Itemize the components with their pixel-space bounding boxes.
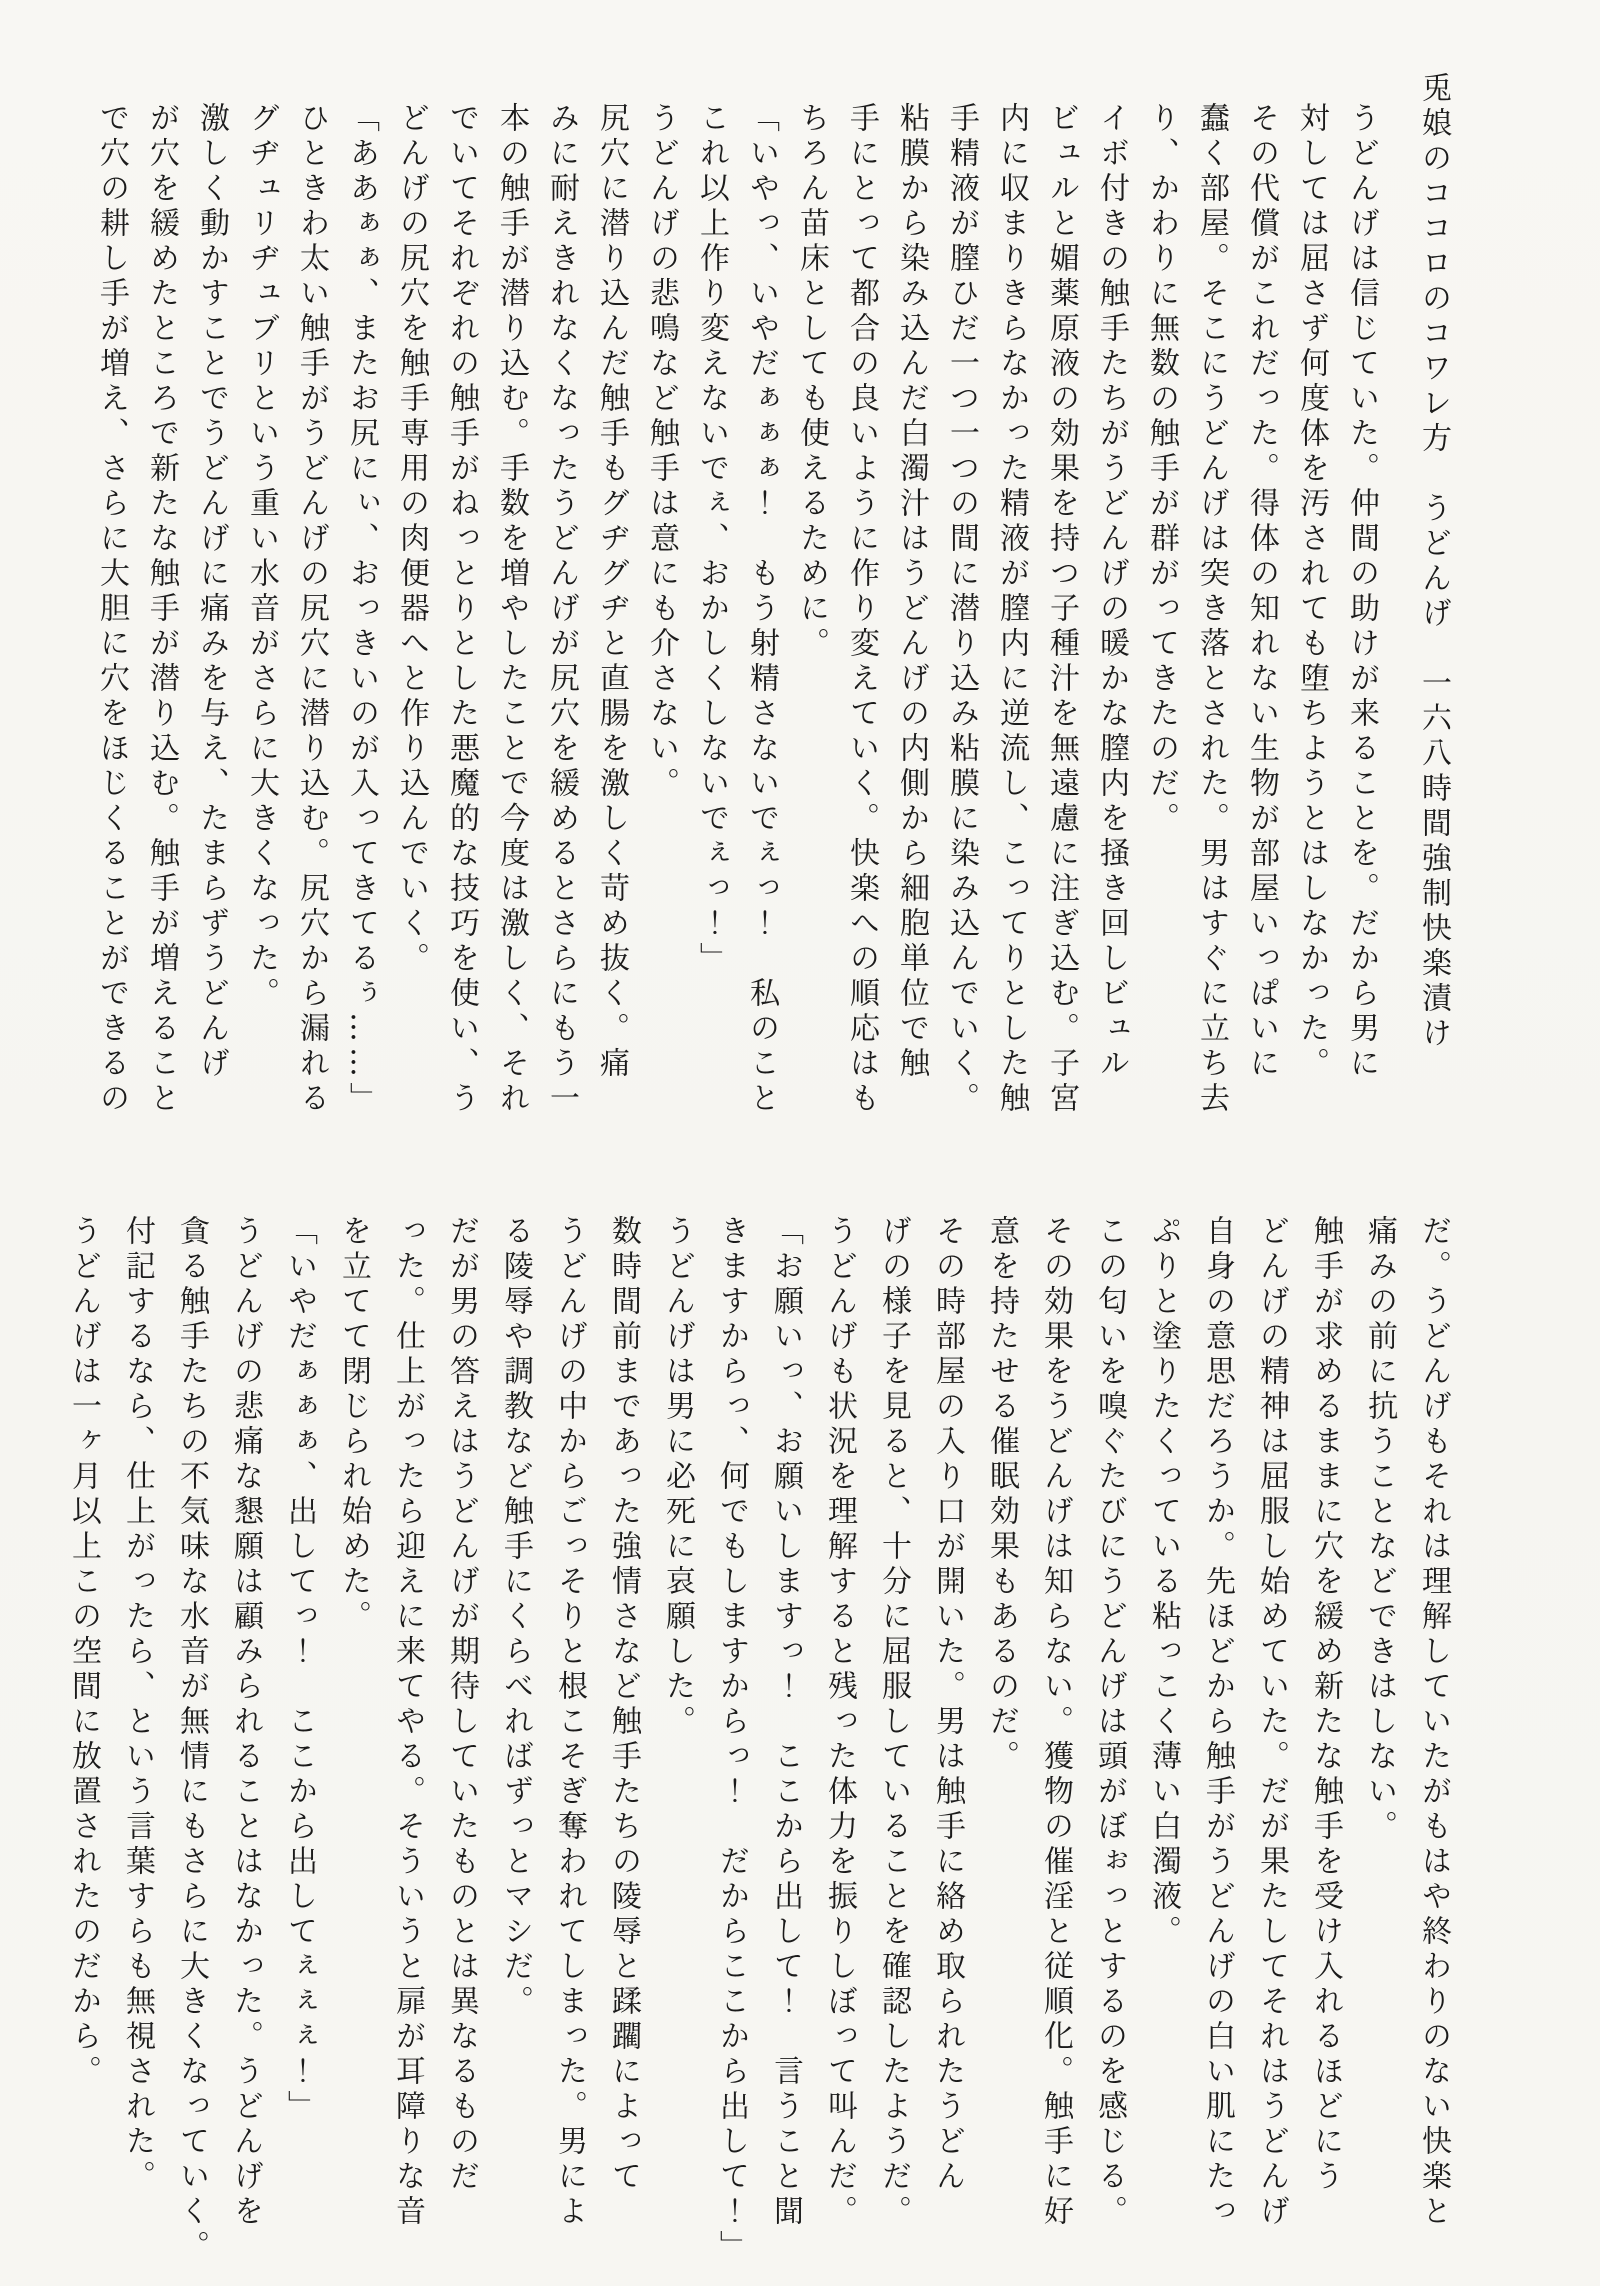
story-column: うどんげの悲痛な懇願は顧みられることはなかった。うどんげを [228,1215,263,2230]
story-column: った。仕上がったら迎えに来てやる。そういうと扉が耳障りな音 [390,1215,425,2230]
story-column: 本の触手が潜り込む。手数を増やしたことで今度は激しく、それ [494,102,529,1117]
story-column: これ以上作り変えないでぇ、おかしくしないでぇっ！」 [694,102,729,977]
story-column: 自身の意思だろうか。先ほどから触手がうどんげの白い肌にたっ [1200,1215,1235,2230]
story-column: 「いやだぁぁぁ、出してっ！ ここから出してぇぇぇ！」 [282,1215,317,2125]
story-column: その効果をうどんげは知らない。獲物の催淫と従順化。触手に好 [1038,1215,1073,2230]
story-column: だ。うどんげもそれは理解していたがもはや終わりのない快楽と [1416,1215,1451,2230]
story-column: で穴の耕し手が増え、さらに大胆に穴をほじくることができるの [94,102,129,1117]
story-column: が穴を緩めたところで新たな触手が潜り込む。触手が増えること [144,102,179,1117]
story-column: 「ああぁぁ、またお尻にぃ、おっきいのが入ってきてるぅ……」 [344,102,379,1117]
story-column: る陵辱や調教など触手にくらべればずっとマシだ。 [498,1215,533,2020]
story-column: ビュルと媚薬原液の効果を持つ子種汁を無遠慮に注ぎ込む。子宮 [1044,102,1079,1117]
story-column: だが男の答えはうどんげが期待していたものとは異なるものだ [444,1215,479,2195]
story-column: どんげの尻穴を触手専用の肉便器へと作り込んでいく。 [394,102,429,977]
story-column: 内に収まりきらなかった精液が膣内に逆流し、こってりとした触 [994,102,1029,1117]
story-column: 付記するなら、仕上がったら、という言葉すらも無視された。 [120,1215,155,2195]
story-column: 「お願いっ、お願いしますっ！ ここから出して！ 言うこと聞 [768,1215,803,2230]
story-column: を立てて閉じられ始めた。 [336,1215,371,1635]
story-column: イボ付きの触手たちがうどんげの暖かな膣内を掻き回しビュル [1094,102,1129,1082]
story-column: 手にとって都合の良いように作り変えていく。快楽への順応はも [844,102,879,1117]
story-column: うどんげの中からごっそりと根こそぎ奪われてしまった。男によ [552,1215,587,2230]
story-column: 蠢く部屋。そこにうどんげは突き落とされた。男はすぐに立ち去 [1194,102,1229,1117]
story-column: みに耐えきれなくなったうどんげが尻穴を緩めるとさらにもう一 [544,102,579,1117]
story-column: グヂュリヂュブリという重い水音がさらに大きくなった。 [244,102,279,1012]
story-column: 粘膜から染み込んだ白濁汁はうどんげの内側から細胞単位で触 [894,102,929,1082]
story-title-column: 兎娘のココロのコワレ方 うどんげ 一六八時間強制快楽漬け [1416,72,1451,1052]
story-column: うどんげは信じていた。仲間の助けが来ることを。だから男に [1344,102,1379,1082]
story-column: ぷりと塗りたくっている粘っこく薄い白濁液。 [1146,1215,1181,1950]
story-column: うどんげは男に必死に哀願した。 [660,1215,695,1740]
story-column: 触手が求めるままに穴を緩め新たな触手を受け入れるほどにう [1308,1215,1343,2195]
story-column: ひときわ太い触手がうどんげの尻穴に潜り込む。尻穴から漏れる [294,102,329,1117]
story-column: げの様子を見ると、十分に屈服していることを確認したようだ。 [876,1215,911,2230]
story-column: きますからっ、何でもしますからっ！ だからここから出して！」 [714,1215,749,2265]
story-block-bottom [56,1185,1460,2265]
story-column: 激しく動かすことでうどんげに痛みを与え、たまらずうどんげ [194,102,229,1082]
story-column: 対しては屈さず何度体を汚されても堕ちようとはしなかった。 [1294,102,1329,1082]
story-column: うどんげも状況を理解すると残った体力を振りしぼって叫んだ。 [822,1215,857,2230]
story-column: うどんげの悲鳴など触手は意にも介さない。 [644,102,679,802]
story-column: 意を持たせる催眠効果もあるのだ。 [984,1215,1019,1775]
story-column: 貪る触手たちの不気味な水音が無情にもさらに大きくなっていく。 [174,1215,209,2265]
story-column: ちろん苗床としても使えるために。 [794,102,829,662]
story-column: 数時間前まであった強情さなど触手たちの陵辱と蹂躙によって [606,1215,641,2195]
story-column: その時部屋の入り口が開いた。男は触手に絡め取られたうどん [930,1215,965,2195]
story-column: 「いやっ、いやだぁぁぁ！ もう射精さないでぇっ！ 私のこと [744,102,779,1117]
story-column: その代償がこれだった。得体の知れない生物が部屋いっぱいに [1244,102,1279,1082]
story-column: 尻穴に潜り込んだ触手もグヂグヂと直腸を激しく苛め抜く。痛 [594,102,629,1082]
story-column: うどんげは一ヶ月以上この空間に放置されたのだから。 [66,1215,101,2090]
story-column: 手精液が膣ひだ一つ一つの間に潜り込み粘膜に染み込んでいく。 [944,102,979,1117]
story-column: り、かわりに無数の触手が群がってきたのだ。 [1144,102,1179,837]
story-block-top [86,72,1458,1147]
story-column: この匂いを嗅ぐたびにうどんげは頭がぼぉっとするのを感じる。 [1092,1215,1127,2230]
story-column: どんげの精神は屈服し始めていた。だが果たしてそれはうどんげ [1254,1215,1289,2230]
story-column: でいてそれぞれの触手がねっとりとした悪魔的な技巧を使い、う [444,102,479,1117]
story-column: 痛みの前に抗うことなどできはしない。 [1362,1215,1397,1845]
